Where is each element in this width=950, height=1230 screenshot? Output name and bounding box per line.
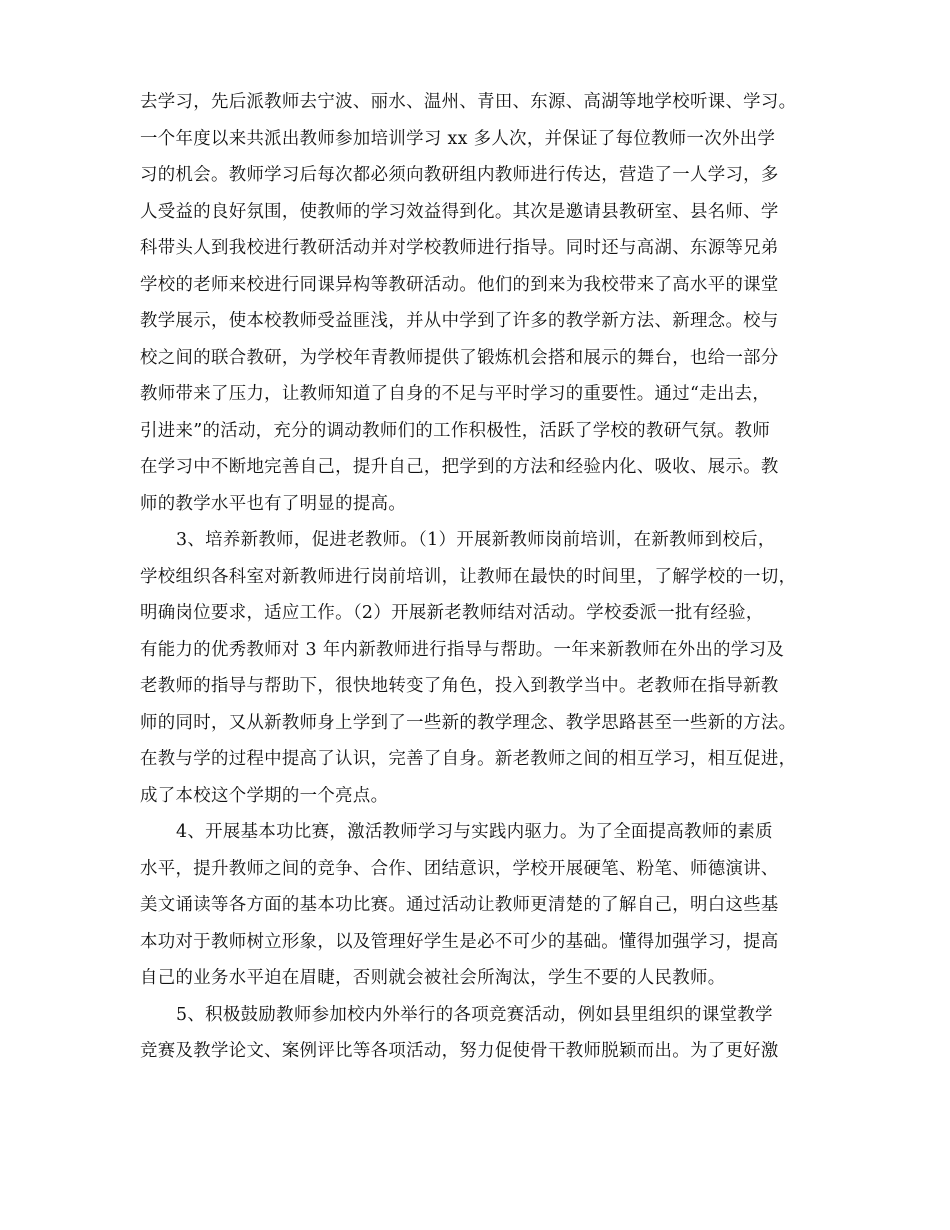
text-line: 校之间的联合教研，为学校年青教师提供了锻炼机会搭和展示的舞台，也给一部分 <box>140 347 779 368</box>
paragraph-3-start: 3、培养新教师，促进老教师。（1）开展新教师岗前培训，在新教师到校后， <box>176 530 776 550</box>
text-line: 在教与学的过程中提高了认识，完善了自身。新老教师之间的相互学习，相互促进， <box>140 749 797 769</box>
text-line: 学校组织各科室对新教师进行岗前培训，让教师在最快的时间里，了解学校的一切， <box>140 566 797 587</box>
paragraph-5-start: 5、积极鼓励教师参加校内外举行的各项竞赛活动，例如县里组织的课堂教学 <box>176 1004 773 1025</box>
text-line: 水平，提升教师之间的竞争、合作、团结意识，学校开展硬笔、粉笔、师德演讲、 <box>140 858 779 879</box>
text-line: 美文诵读等各方面的基本功比赛。通过活动让教师更清楚的了解自己，明白这些基 <box>140 895 779 915</box>
text-line: 教学展示，使本校教师受益匪浅，并从中学到了许多的教学新方法、新理念。校与 <box>140 311 779 331</box>
text-line: 学校的老师来校进行同课异构等教研活动。他们的到来为我校带来了高水平的课堂 <box>140 274 779 295</box>
text-line: 人受益的良好氛围，使教师的学习效益得到化。其次是邀请县教研室、县名师、学 <box>140 201 779 222</box>
text-line: 竞赛及教学论文、案例评比等各项活动，努力促使骨干教师脱颖而出。为了更好激 <box>140 1041 779 1061</box>
text-line: 去学习，先后派教师去宁波、丽水、温州、青田、东源、高湖等地学校听课、学习。 <box>140 92 797 112</box>
text-line: 在学习中不断地完善自己，提升自己，把学到的方法和经验内化、吸收、展示。教 <box>140 457 779 477</box>
text-line: 一个年度以来共派出教师参加培训学习 xx 多人次，并保证了每位教师一次外出学 <box>140 128 776 149</box>
text-line: 师的同时，又从新教师身上学到了一些新的教学理念、教学思路甚至一些新的方法。 <box>140 712 797 733</box>
text-line: 自己的业务水平迫在眉睫，否则就会被社会所淘汰，学生不要的人民教师。 <box>140 968 726 988</box>
text-line: 有能力的优秀教师对 3 年内新教师进行指导与帮助。一年来新教师在外出的学习及 <box>140 639 785 660</box>
text-line: 科带头人到我校进行教研活动并对学校教师进行指导。同时还与高湖、东源等兄弟 <box>140 238 779 258</box>
text-line: 成了本校这个学期的一个亮点。 <box>140 785 389 806</box>
text-line: 习的机会。教师学习后每次都必须向教研组内教师进行传达，营造了一人学习，多 <box>140 165 779 185</box>
text-line: 老教师的指导与帮助下，很快地转变了角色，投入到教学当中。老教师在指导新教 <box>140 676 779 696</box>
document-body <box>140 84 812 1070</box>
text-line: 本功对于教师树立形象，以及管理好学生是必不可少的基础。懂得加强学习，提高 <box>140 931 779 952</box>
text-line: 明确岗位要求，适应工作。（2）开展新老教师结对活动。学校委派一批有经验， <box>140 603 764 623</box>
text-line: 引进来”的活动，充分的调动教师们的工作积极性，活跃了学校的教研气氛。教师 <box>140 420 771 441</box>
text-line: 教师带来了压力，让教师知道了自身的不足与平时学习的重要性。通过“走出去， <box>140 384 771 404</box>
paragraph-4-start: 4、开展基本功比赛，激活教师学习与实践内驱力。为了全面提高教师的素质 <box>176 822 773 842</box>
text-line: 师的教学水平也有了明显的提高。 <box>140 493 407 514</box>
